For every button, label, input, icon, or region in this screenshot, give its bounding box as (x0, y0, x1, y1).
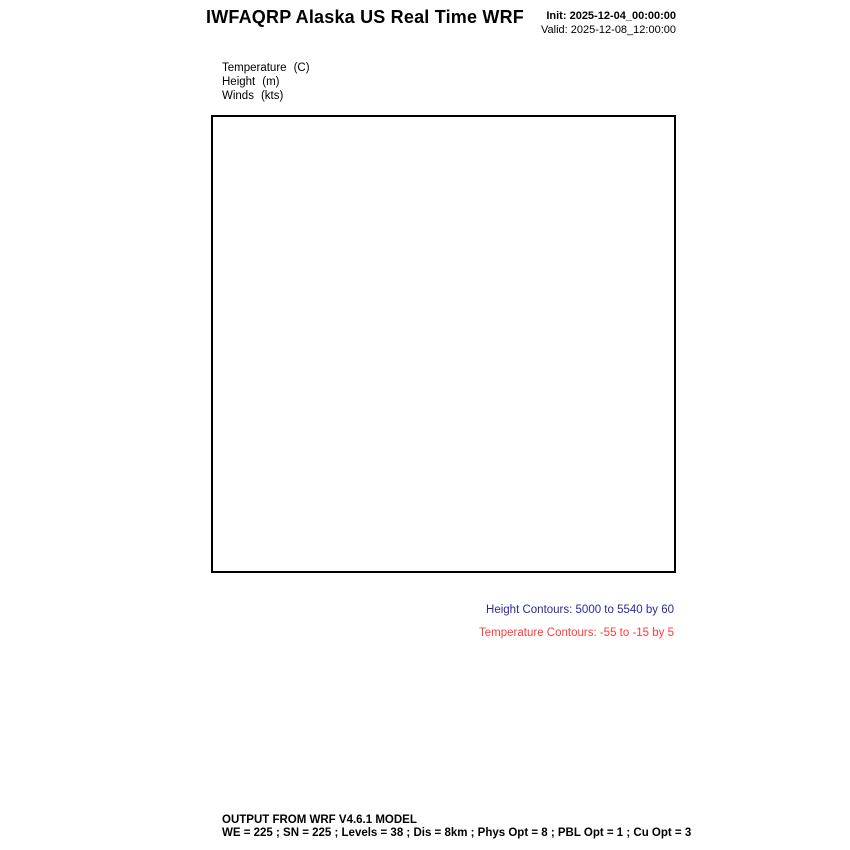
valid-time (541, 24, 676, 38)
footer-model-line: OUTPUT FROM WRF V4.6.1 MODEL (222, 814, 417, 826)
model-footer (222, 814, 691, 840)
run-times (541, 10, 676, 37)
weather-map-canvas (213, 117, 674, 571)
init-label: Init: (546, 10, 567, 22)
variable-legend (222, 61, 310, 103)
height-contours-caption: Height Contours: 5000 to 5540 by 60 (486, 604, 674, 616)
map-frame (211, 115, 676, 573)
legend-row-temperature (222, 61, 310, 75)
valid-value: 2025-12-08_12:00:00 (570, 23, 676, 36)
legend-unit: (kts) (260, 90, 284, 102)
legend-name: Temperature (222, 62, 287, 74)
legend-name: Height (222, 76, 256, 88)
legend-name: Winds (222, 90, 254, 102)
init-time (541, 10, 676, 24)
legend-unit: (C) (293, 62, 310, 74)
valid-label: Valid: (541, 23, 568, 36)
footer-config-line: WE = 225 ; SN = 225 ; Levels = 38 ; Dis = 8km ; Phys Opt = 8 ; PBL Opt = 1 ; Cu Opt = 3 (222, 827, 692, 839)
temperature-contours-caption: Temperature Contours: -55 to -15 by 5 (479, 627, 674, 639)
legend-row-winds (222, 89, 310, 103)
init-value: 2025-12-04_00:00:00 (569, 10, 676, 22)
page-title: IWFAQRP Alaska US Real Time WRF (206, 7, 524, 27)
legend-unit: (m) (262, 76, 280, 88)
legend-row-height (222, 75, 310, 89)
